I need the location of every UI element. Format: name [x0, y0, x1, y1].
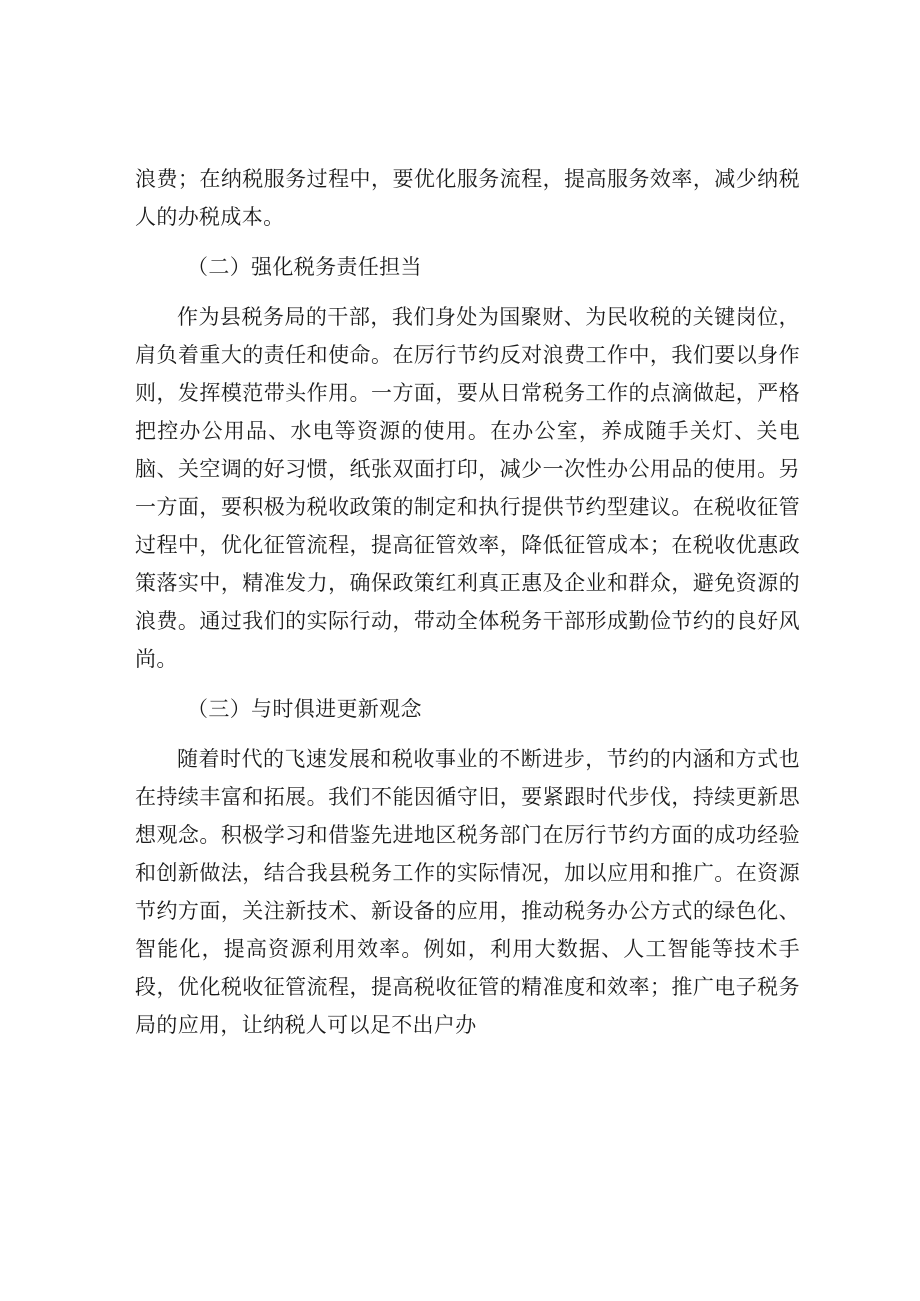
paragraph-update-concepts: 随着时代的飞速发展和税收事业的不断进步，节约的内涵和方式也在持续丰富和拓展。我们不能因循守旧，要紧跟时代步伐，持续更新思想观念。积极学习和借鉴先进地区税务部门在厉行节约方面的成功经验和创新做法，结合我县税务工作的实际情况，加以应用和推广。在资源节约方面，关注新技术、新设备的应用，推动税务办公方式的绿色化、智能化，提高资源利用效率。例如，利用大数据、人工智能等技术手段，优化税收征管流程，提高税收征管的精准度和效率；推广电子税务局的应用，让纳税人可以足不出户办 [135, 747, 800, 1037]
paragraph-continued: 浪费；在纳税服务过程中，要优化服务流程，提高服务效率，减少纳税人的办税成本。 [135, 167, 800, 229]
section-heading-2: （二）强化税务责任担当 [187, 255, 422, 279]
document-page [135, 160, 800, 1056]
section-heading-3: （三）与时俱进更新观念 [187, 697, 422, 721]
paragraph-responsibility: 作为县税务局的干部，我们身处为国聚财、为民收税的关键岗位，肩负着重大的责任和使命。在厉行节约反对浪费工作中，我们要以身作则，发挥模范带头作用。一方面，要从日常税务工作的点滴做起，严格把控办公用品、水电等资源的使用。在办公室，养成随手关灯、关电脑、关空调的好习惯，纸张双面打印，减少一次性办公用品的使用。另一方面，要积极为税收政策的制定和执行提供节约型建议。在税收征管过程中，优化征管流程，提高征管效率，降低征管成本；在税收优惠政策落实中，精准发力，确保政策红利真正惠及企业和群众，避免资源的浪费。通过我们的实际行动，带动全体税务干部形成勤俭节约的良好风尚。 [135, 305, 800, 671]
